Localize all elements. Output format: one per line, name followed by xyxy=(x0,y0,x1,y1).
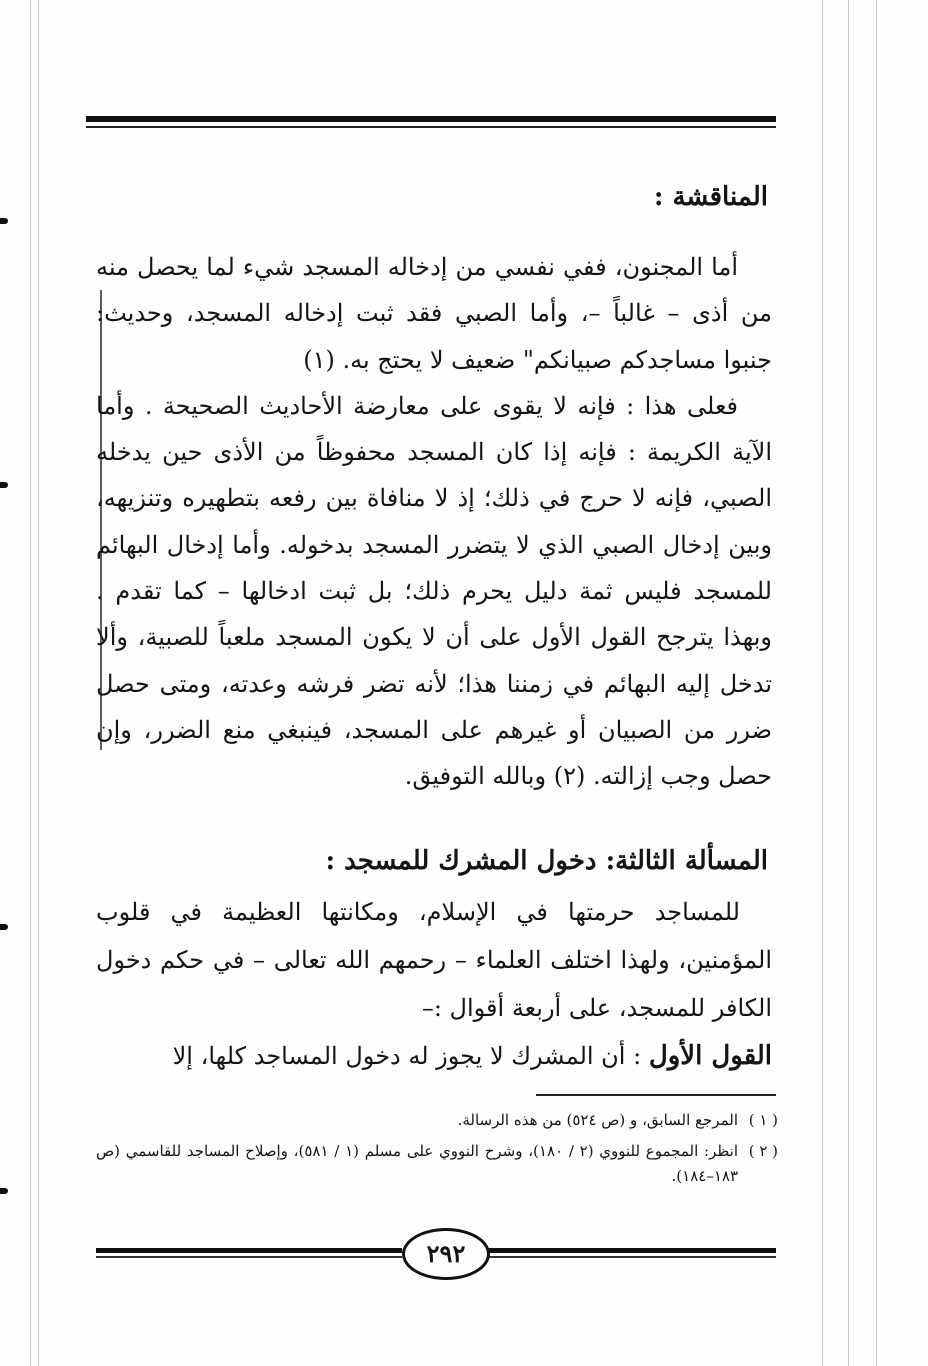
footnote-separator xyxy=(536,1094,776,1096)
footnote-number: ( ٢ ) xyxy=(748,1142,778,1160)
section-body xyxy=(96,888,772,1080)
footnote-item xyxy=(96,1139,778,1189)
section-heading: المسألة الثالثة: دخول المشرك للمسجد : xyxy=(325,846,768,876)
paragraph: أما المجنون، ففي نفسي من إدخاله المسجد شيء لما يحصل منه من أذى – غالباً –، وأما الصبي فقد ثبت إدخاله المسجد، وحديث: جنبوا مساجدكم صبيانكم" ضعيف لا يحتج به. (١) xyxy=(96,253,772,374)
scan-artifact-line xyxy=(822,0,823,1366)
footnote-text: انظر: المجموع للنووي (٢ / ١٨٠)، وشرح النووي على مسلم (١ / ٥٨١)، وإصلاح المساجد للقاسمي (ص ١٨٣–١٨٤). xyxy=(96,1142,738,1185)
lead-text: : أن المشرك لا يجوز له دخول المساجد كلها، إلا xyxy=(172,1042,642,1070)
edge-mark xyxy=(0,1188,8,1194)
footer-rule xyxy=(96,1248,402,1253)
edge-mark xyxy=(0,924,8,930)
edge-mark xyxy=(0,482,8,488)
scan-artifact-line xyxy=(848,0,849,1366)
edge-mark xyxy=(0,218,8,224)
scan-artifact-line xyxy=(38,0,39,1366)
scan-artifact-line xyxy=(876,0,877,1366)
section-heading: المناقشة : xyxy=(653,182,768,212)
header-rule-thick xyxy=(86,116,776,122)
header-rule-thin xyxy=(86,126,776,128)
scan-artifact-line xyxy=(30,0,31,1366)
footnotes xyxy=(96,1108,778,1189)
footnote-text: المرجع السابق، و (ص ٥٢٤) من هذه الرسالة. xyxy=(457,1111,738,1129)
section-body xyxy=(96,244,772,800)
footer-rule xyxy=(484,1248,776,1253)
paragraph-lead-line xyxy=(96,1032,772,1080)
lead-term: القول الأول xyxy=(648,1041,772,1071)
footnote-number: ( ١ ) xyxy=(748,1111,778,1129)
page-number: ٢٩٢ xyxy=(402,1228,490,1280)
paragraph: للمساجد حرمتها في الإسلام، ومكانتها العظيمة في قلوب المؤمنين، ولهذا اختلف العلماء – رحمهم الله تعالى – في حكم دخول الكافر للمسجد، على أربعة أقوال :– xyxy=(96,898,772,1022)
footer-rule-thin xyxy=(484,1256,776,1258)
paragraph: فعلى هذا : فإنه لا يقوى على معارضة الأحاديث الصحيحة . وأما الآية الكريمة : فإنه إذا كان المسجد محفوظاً من الأذى حين يدخله الصبي، فإنه لا حرج في ذلك؛ إذ لا منافاة بين رفعه بتطهيره وتنزيهه، وبين إدخال الصبي الذي لا يتضرر المسجد بدخوله. وأما إدخال البهائم للمسجد فليس ثمة دليل يحرم ذلك؛ بل ثبت ادخالها – كما تقدم . وبهذا يترجح القول الأول على أن لا يكون المسجد ملعباً للصبية، وألا تدخل إليه البهائم في زمننا هذا؛ لأنه تضر فرشه وعدته، ومتى حصل ضرر من الصبيان أو غيرهم على المسجد، فينبغي منع الضرر، وإن حصل وجب إزالته. (٢) وبالله التوفيق. xyxy=(96,391,772,791)
footer-rule-thin xyxy=(96,1256,402,1258)
footnote-item xyxy=(96,1108,778,1133)
